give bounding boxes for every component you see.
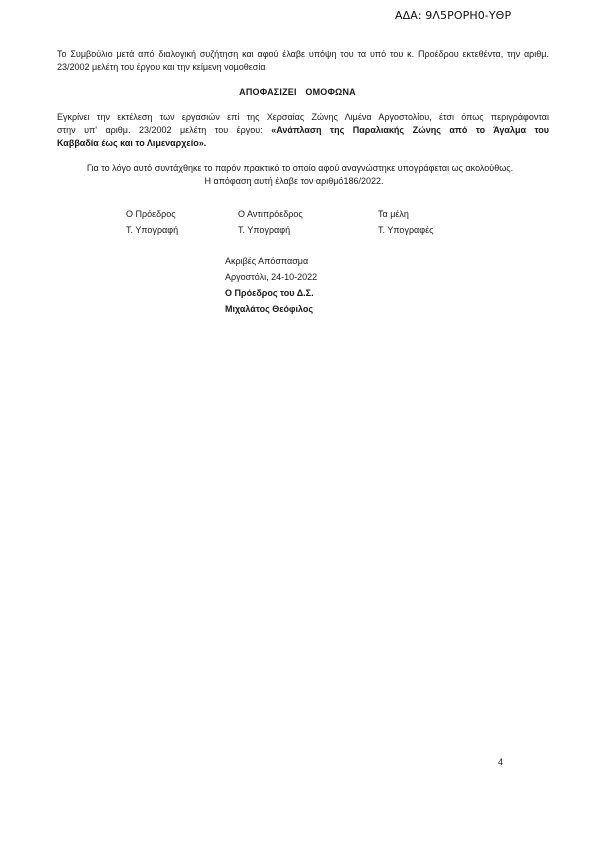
signature-role: Ο Αντιπρόεδρος	[238, 209, 303, 219]
closing-paragraph	[0, 162, 595, 188]
approval-line-1: Εγκρίνει την εκτέλεση των εργασιών επί της Χερσαίας Ζώνης Λιμένα Αργοστολίου, έτσι όπως περιγράφονται	[57, 112, 549, 122]
signature-vice-president	[238, 206, 303, 238]
signature-status: Τ. Υπογραφή	[126, 225, 179, 235]
signature-role: Ο Πρόεδρος	[126, 209, 176, 219]
decision-number-line: Η απόφαση αυτή έλαβε τον αριθμό186/2022.	[204, 176, 384, 186]
signature-status: Τ. Υπογραφή	[238, 225, 291, 235]
project-title-part-2: Καββαδία έως και το Λιμεναρχείο».	[57, 138, 207, 148]
signature-role: Τα μέλη	[378, 209, 409, 219]
ada-code: ΑΔΑ: 9Λ5ΡΟΡΗ0-ΥΘΡ	[395, 9, 512, 22]
signature-members	[378, 206, 433, 238]
approval-paragraph	[57, 111, 549, 150]
extract-signer-title: Ο Πρόεδρος του Δ.Σ.	[225, 288, 314, 298]
extract-label: Ακριβές Απόσπασμα	[225, 256, 309, 266]
certified-extract	[225, 253, 317, 317]
intro-paragraph: Το Συμβούλιο μετά από διαλογική συζήτηση και αφού έλαβε υπόψη του τα υπό του κ. Προέδρου εκτεθέντα, την αριθμ. 23/2002 μελέτη του έργου και την κείμενη νομοθεσία	[57, 49, 549, 72]
extract-signer-name: Μιχαλάτος Θεόφιλος	[225, 304, 314, 314]
decision-heading: ΑΠΟΦΑΣΙΖΕΙ ΟΜΟΦΩΝΑ	[239, 87, 356, 97]
signature-president	[126, 206, 178, 238]
signature-status: Τ. Υπογραφές	[378, 225, 434, 235]
page-number: 4	[498, 757, 504, 767]
approval-line-2-plain: στην υπ' αριθμ. 23/2002 μελέτη του έργου:	[57, 125, 272, 135]
project-title-part-1: «Ανάπλαση της Παραλιακής Ζώνης από το Άγαλμα του	[271, 125, 549, 135]
extract-place-date: Αργοστόλι, 24-10-2022	[225, 272, 318, 282]
closing-line-1: Για το λόγο αυτό συντάχθηκε το παρόν πρακτικό το οποίο αφού αναγνώστηκε υπογράφεται ως ακολούθως.	[86, 163, 514, 173]
approval-line-2	[57, 124, 549, 137]
